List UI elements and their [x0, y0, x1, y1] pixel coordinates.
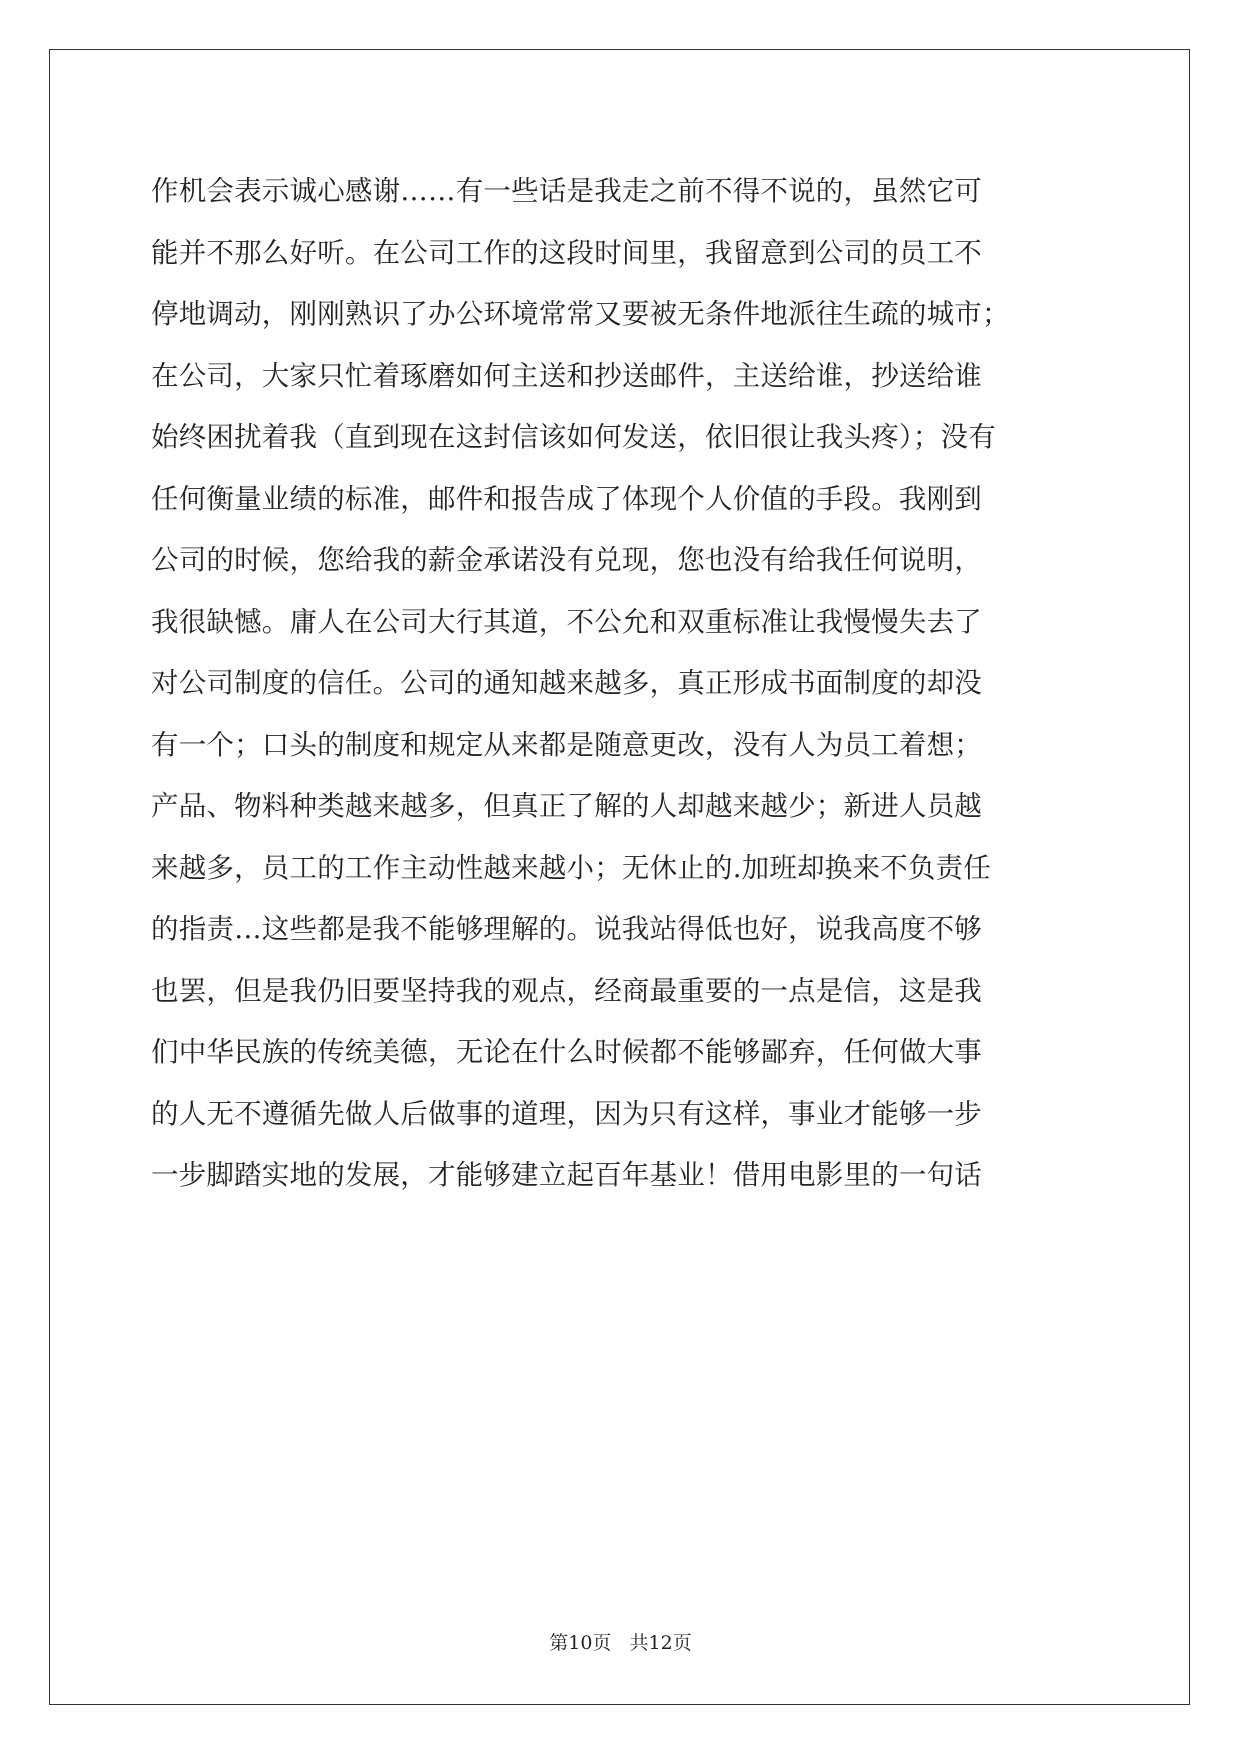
text-line-12: 来越多，员工的工作主动性越来越小；无休止的.加班却换来不负责任	[151, 851, 991, 884]
text-line-17: 一步脚踏实地的发展，才能够建立起百年基业！借用电影里的一句话	[151, 1159, 982, 1191]
page-number-footer: 第10页 共12页	[549, 1632, 692, 1654]
text-line-16: 的人无不遵循先做人后做事的道理，因为只有这样，事业才能够一步	[151, 1097, 982, 1130]
text-line-13: 的指责…这些都是我不能够理解的。说我站得低也好，说我高度不够	[151, 913, 982, 945]
text-line-1: 作机会表示诚心感谢……有一些话是我走之前不得不说的，虽然它可	[151, 175, 982, 207]
text-line-11: 产品、物料种类越来越多，但真正了解的人却越来越少；新进人员越	[151, 790, 982, 822]
text-line-2: 能并不那么好听。在公司工作的这段时间里，我留意到公司的员工不	[151, 236, 982, 269]
text-line-5: 始终困扰着我（直到现在这封信该如何发送，依旧很让我头疼）；没有	[151, 421, 996, 453]
text-line-14: 也罢，但是我仍旧要坚持我的观点，经商最重要的一点是信，这是我	[151, 974, 982, 1007]
text-line-9: 对公司制度的信任。公司的通知越来越多，真正形成书面制度的却没	[151, 667, 982, 699]
body-text	[151, 161, 1091, 1207]
text-line-6: 任何衡量业绩的标准，邮件和报告成了体现个人价值的手段。我刚到	[151, 482, 982, 515]
text-line-10: 有一个；口头的制度和规定从来都是随意更改，没有人为员工着想；	[151, 728, 982, 761]
text-line-4: 在公司，大家只忙着琢磨如何主送和抄送邮件，主送给谁，抄送给谁	[151, 359, 982, 392]
text-line-15: 们中华民族的传统美德，无论在什么时候都不能够鄙弃，任何做大事	[151, 1036, 982, 1068]
text-line-8: 我很缺憾。庸人在公司大行其道，不公允和双重标准让我慢慢失去了	[151, 605, 982, 638]
text-line-7: 公司的时候，您给我的薪金承诺没有兑现，您也没有给我任何说明，	[151, 544, 982, 576]
text-line-3: 停地调动，刚刚熟识了办公环境常常又要被无条件地派往生疏的城市；	[151, 298, 1010, 330]
